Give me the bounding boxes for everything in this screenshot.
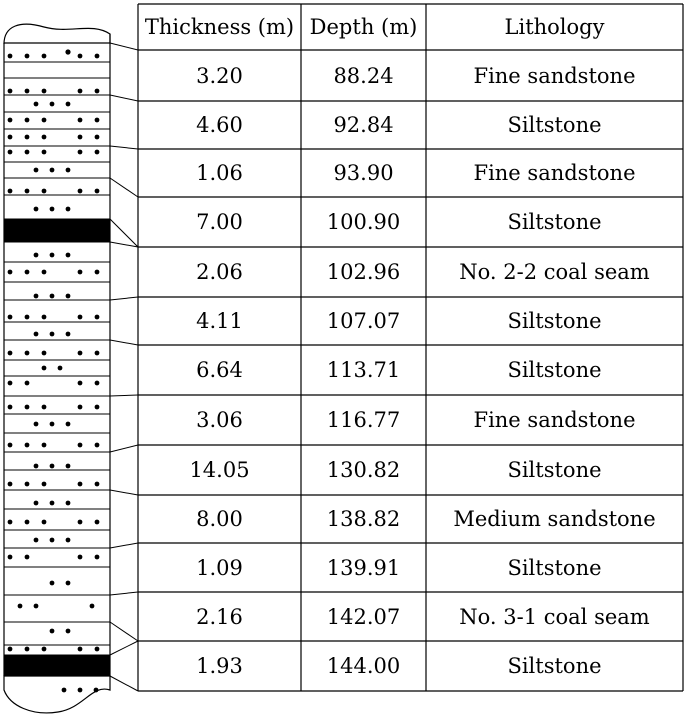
leader-line xyxy=(110,297,138,300)
grain-dot xyxy=(8,270,13,275)
cell-lithology: Fine sandstone xyxy=(473,63,636,88)
grain-dot xyxy=(66,207,71,212)
sandstone-layer xyxy=(4,530,110,548)
grain-dot xyxy=(95,482,100,487)
grain-dot xyxy=(8,647,13,652)
grain-dot xyxy=(66,332,71,337)
grain-dot xyxy=(25,270,30,275)
grain-dot xyxy=(95,118,100,123)
grain-dot xyxy=(42,150,47,155)
cell-thickness: 6.64 xyxy=(196,358,243,382)
leader-line xyxy=(110,178,138,197)
cell-lithology: Medium sandstone xyxy=(453,507,656,531)
sandstone-layer xyxy=(4,322,110,340)
grain-dot xyxy=(25,189,30,194)
grain-dot xyxy=(42,482,47,487)
grain-dot xyxy=(95,381,100,386)
header-lithology: Lithology xyxy=(504,15,605,39)
sandstone-layer xyxy=(4,622,110,645)
grain-dot xyxy=(8,381,13,386)
grain-dot xyxy=(34,332,39,337)
grain-dot xyxy=(25,381,30,386)
leader-line xyxy=(110,395,138,396)
grain-dot xyxy=(42,520,47,525)
grain-dot xyxy=(8,189,13,194)
grain-dot xyxy=(42,89,47,94)
grain-dot xyxy=(25,118,30,123)
sandstone-layer xyxy=(4,595,110,622)
leader-line xyxy=(110,676,138,691)
cell-lithology: No. 3-1 coal seam xyxy=(459,604,650,629)
cell-depth: 102.96 xyxy=(326,260,401,284)
sandstone-layer xyxy=(4,112,110,129)
cell-depth: 144.00 xyxy=(326,654,401,678)
cell-thickness: 8.00 xyxy=(196,507,243,531)
sandstone-layer xyxy=(4,195,110,219)
grain-dot xyxy=(78,89,83,94)
grain-dot xyxy=(95,351,100,356)
leader-line xyxy=(110,490,138,495)
leader-lines xyxy=(110,43,138,691)
grain-dot xyxy=(50,253,55,258)
grain-dot xyxy=(66,168,71,173)
grain-dot xyxy=(50,102,55,107)
cell-lithology: Fine sandstone xyxy=(473,161,636,185)
grain-dot xyxy=(78,54,83,59)
sandstone-layer xyxy=(4,548,110,567)
sandstone-layer xyxy=(4,645,110,655)
cell-depth: 116.77 xyxy=(326,408,401,432)
cell-lithology: Siltstone xyxy=(507,358,602,382)
leader-line xyxy=(110,445,138,452)
grain-dot xyxy=(94,688,99,693)
sandstone-layer xyxy=(4,300,110,322)
grain-dot xyxy=(42,315,47,320)
sandstone-layer xyxy=(4,360,110,376)
grain-dot xyxy=(42,270,47,275)
sandstone-layer xyxy=(4,43,110,62)
grain-dot xyxy=(50,332,55,337)
leader-line xyxy=(110,95,138,101)
grain-dot xyxy=(8,54,13,59)
grain-dot xyxy=(8,150,13,155)
grain-dot xyxy=(25,315,30,320)
grain-dot xyxy=(34,501,39,506)
grain-dot xyxy=(78,135,83,140)
plain-layer xyxy=(4,62,110,78)
grain-dot xyxy=(78,150,83,155)
grain-dot xyxy=(50,464,55,469)
sandstone-layer xyxy=(4,340,110,360)
coal-layer xyxy=(4,655,110,676)
grain-dot xyxy=(25,135,30,140)
grain-dot xyxy=(95,520,100,525)
grain-dot xyxy=(50,294,55,299)
grain-dot xyxy=(25,647,30,652)
grain-dot xyxy=(50,501,55,506)
grain-dot xyxy=(50,629,55,634)
sandstone-layer xyxy=(4,433,110,452)
sandstone-layer xyxy=(4,162,110,178)
grain-dot xyxy=(78,482,83,487)
cell-lithology: Siltstone xyxy=(507,113,602,137)
grain-dot xyxy=(8,89,13,94)
grain-dot xyxy=(25,482,30,487)
grain-dot xyxy=(78,381,83,386)
cell-lithology: Siltstone xyxy=(507,309,602,333)
grain-dot xyxy=(34,294,39,299)
grain-dot xyxy=(95,270,100,275)
grain-dot xyxy=(78,270,83,275)
grain-dot xyxy=(25,555,30,560)
header-depth: Depth (m) xyxy=(309,15,418,39)
grain-dot xyxy=(42,189,47,194)
cell-depth: 139.91 xyxy=(326,555,401,580)
grain-dot xyxy=(95,54,100,59)
grain-dot xyxy=(95,647,100,652)
grain-dot xyxy=(34,207,39,212)
top-break-cap xyxy=(4,24,110,44)
sandstone-layer xyxy=(4,396,110,414)
leader-line xyxy=(110,543,138,548)
sandstone-layer xyxy=(4,376,110,396)
sandstone-layer xyxy=(4,509,110,530)
sandstone-layer xyxy=(4,490,110,509)
grain-dot xyxy=(34,253,39,258)
grain-dot xyxy=(66,629,71,634)
grain-dot xyxy=(8,135,13,140)
sandstone-layer xyxy=(4,242,110,262)
grain-dot xyxy=(95,189,100,194)
grain-dot xyxy=(8,555,13,560)
cell-depth: 93.90 xyxy=(333,161,394,185)
cell-thickness: 4.60 xyxy=(196,113,243,137)
sandstone-layer xyxy=(4,567,110,595)
grain-dot xyxy=(34,422,39,427)
cell-thickness: 3.20 xyxy=(196,63,243,88)
grain-dot xyxy=(78,315,83,320)
cell-lithology: No. 2-2 coal seam xyxy=(459,260,650,284)
grain-dot xyxy=(34,464,39,469)
grain-dot xyxy=(78,443,83,448)
grain-dot xyxy=(50,581,55,586)
grain-dot xyxy=(66,501,71,506)
grain-dot xyxy=(78,405,83,410)
cell-thickness: 1.93 xyxy=(196,654,243,678)
grain-dot xyxy=(25,405,30,410)
leader-line xyxy=(110,43,138,50)
grain-dot xyxy=(78,189,83,194)
grain-dot xyxy=(66,253,71,258)
sandstone-layer xyxy=(4,78,110,95)
grain-dot xyxy=(95,555,100,560)
cell-lithology: Fine sandstone xyxy=(473,408,636,432)
grain-dot xyxy=(34,168,39,173)
grain-dot xyxy=(66,464,71,469)
cell-thickness: 14.05 xyxy=(189,458,250,482)
sandstone-layer xyxy=(4,452,110,470)
grain-dot xyxy=(8,315,13,320)
grain-dot xyxy=(95,150,100,155)
grain-dot xyxy=(95,135,100,140)
leader-line xyxy=(110,641,138,655)
cell-thickness: 4.11 xyxy=(196,309,243,333)
cell-depth: 107.07 xyxy=(326,309,401,333)
grain-dot xyxy=(78,688,83,693)
grain-dot xyxy=(90,604,95,609)
grain-dot xyxy=(50,422,55,427)
cell-depth: 142.07 xyxy=(326,604,401,629)
strat-column xyxy=(4,24,110,713)
grain-dot xyxy=(25,443,30,448)
leader-line xyxy=(110,340,138,345)
grain-dot xyxy=(66,102,71,107)
leader-line xyxy=(110,592,138,595)
grain-dot xyxy=(50,538,55,543)
grain-dot xyxy=(25,520,30,525)
leader-line xyxy=(110,622,138,641)
bottom-break-cap xyxy=(4,676,110,713)
grain-dot xyxy=(25,89,30,94)
grain-dot xyxy=(78,351,83,356)
grain-dot xyxy=(42,366,47,371)
grain-dot xyxy=(66,538,71,543)
grain-dot xyxy=(8,520,13,525)
sandstone-layer xyxy=(4,146,110,162)
cell-lithology: Siltstone xyxy=(507,555,602,580)
grain-dot xyxy=(42,54,47,59)
grain-dot xyxy=(66,294,71,299)
cell-thickness: 3.06 xyxy=(196,408,243,432)
grain-dot xyxy=(42,118,47,123)
grain-dot xyxy=(95,315,100,320)
grain-dot xyxy=(42,647,47,652)
leader-line xyxy=(110,146,138,149)
grain-dot xyxy=(8,443,13,448)
header-thickness: Thickness (m) xyxy=(144,15,295,39)
sandstone-layer xyxy=(4,414,110,433)
grain-dot xyxy=(95,405,100,410)
grain-dot xyxy=(34,604,39,609)
grain-dot xyxy=(58,366,63,371)
grain-dot xyxy=(8,351,13,356)
cell-lithology: Siltstone xyxy=(507,654,602,678)
grain-dot xyxy=(18,604,23,609)
cell-depth: 113.71 xyxy=(326,358,401,382)
grain-dot xyxy=(34,102,39,107)
cell-lithology: Siltstone xyxy=(507,458,602,482)
grain-dot xyxy=(42,351,47,356)
coal-layer xyxy=(4,219,110,242)
grain-dot xyxy=(78,647,83,652)
cell-lithology: Siltstone xyxy=(507,210,602,234)
sandstone-layer xyxy=(4,262,110,282)
grain-dot xyxy=(62,688,67,693)
grain-dot xyxy=(42,135,47,140)
cell-depth: 138.82 xyxy=(326,507,401,531)
grain-dot xyxy=(25,54,30,59)
grain-dot xyxy=(8,482,13,487)
grain-dot xyxy=(66,581,71,586)
grain-dot xyxy=(42,443,47,448)
grain-dot xyxy=(8,405,13,410)
sandstone-layer xyxy=(4,129,110,146)
grain-dot xyxy=(78,520,83,525)
grain-dot xyxy=(95,443,100,448)
cell-depth: 100.90 xyxy=(326,210,401,234)
grain-dot xyxy=(78,118,83,123)
grain-dot xyxy=(25,351,30,356)
grain-dot xyxy=(34,538,39,543)
cell-thickness: 7.00 xyxy=(196,210,243,234)
sandstone-layer xyxy=(4,95,110,112)
cell-thickness: 1.06 xyxy=(196,161,243,185)
cell-thickness: 1.09 xyxy=(196,555,243,580)
grain-dot xyxy=(65,49,70,54)
grain-dot xyxy=(50,168,55,173)
grain-dot xyxy=(25,150,30,155)
grain-dot xyxy=(78,555,83,560)
grain-dot xyxy=(66,422,71,427)
grain-dot xyxy=(42,405,47,410)
sandstone-layer xyxy=(4,178,110,195)
sandstone-layer xyxy=(4,282,110,300)
cell-depth: 88.24 xyxy=(333,63,394,88)
cell-thickness: 2.16 xyxy=(196,604,243,629)
cell-depth: 92.84 xyxy=(333,113,394,137)
grain-dot xyxy=(8,118,13,123)
sandstone-layer xyxy=(4,470,110,490)
cell-depth: 130.82 xyxy=(326,458,401,482)
grain-dot xyxy=(50,207,55,212)
cell-thickness: 2.06 xyxy=(196,260,243,284)
grain-dot xyxy=(95,89,100,94)
